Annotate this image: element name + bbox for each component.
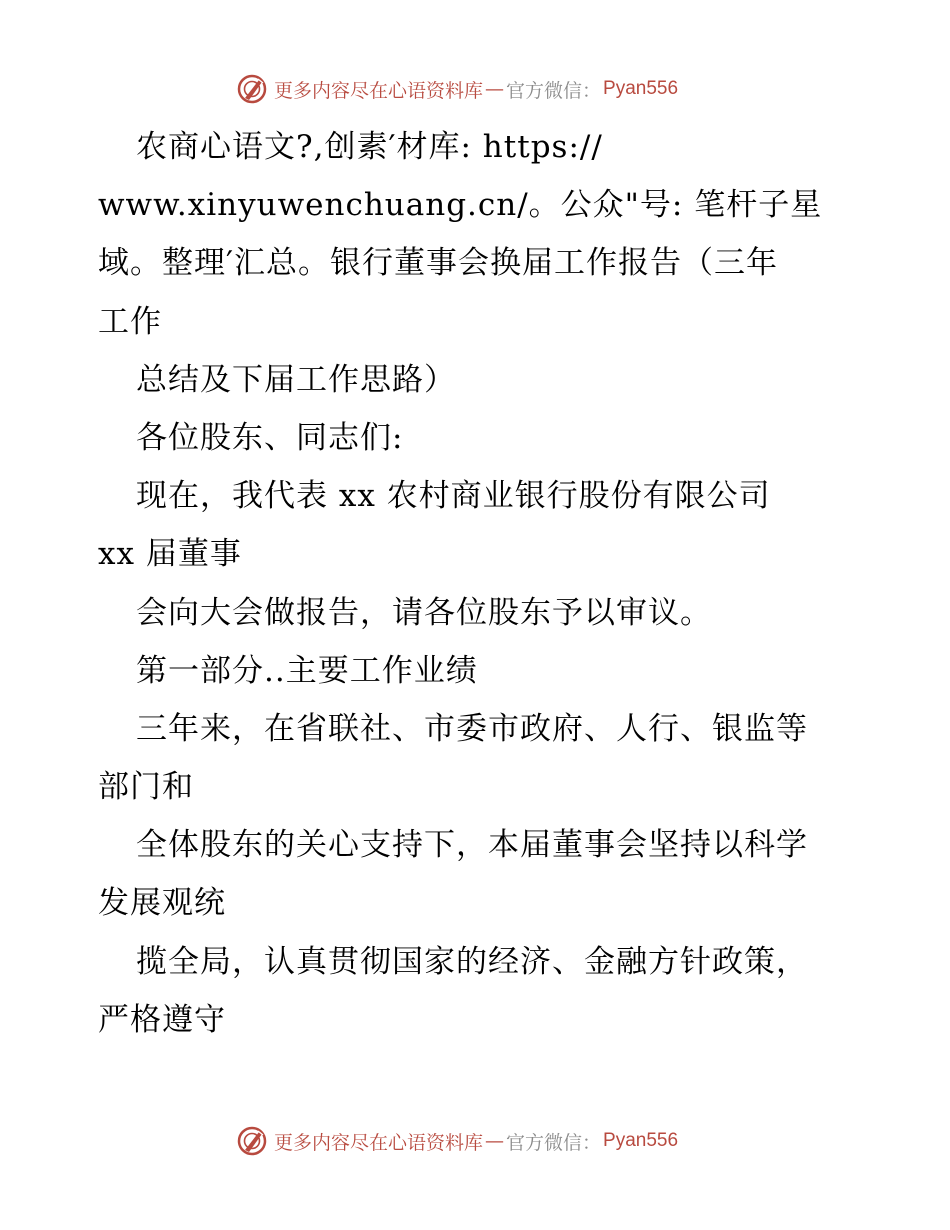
text-line: 农商心语文?,创素′材库: https://	[136, 129, 603, 165]
text-line: 部门和	[98, 769, 194, 806]
watermark-label: 官方微信：	[506, 1131, 602, 1154]
footer-watermark	[236, 1124, 678, 1158]
text-line: 工作	[98, 303, 162, 340]
text-line: 总结及下届工作思路）	[136, 361, 456, 398]
seal-logo-icon	[236, 1125, 268, 1157]
text-line: 现在，我代表 xx 农村商业银行股份有限公司	[136, 478, 771, 515]
text-line: 会向大会做报告，请各位股东予以审议。	[136, 594, 712, 631]
text-line: 揽全局，认真贯彻国家的经济、金融方针政策，	[136, 943, 808, 980]
text-line: xx 届董事	[98, 536, 242, 573]
watermark-handle: Pyan556	[603, 1130, 679, 1151]
watermark-label: 官方微信：	[506, 79, 602, 102]
text-line: 全体股东的关心支持下，本届董事会坚持以科学	[136, 827, 808, 864]
text-line: 域。整理′汇总。银行董事会换届工作报告（三年	[98, 245, 779, 282]
watermark-separator: —	[485, 78, 505, 100]
text-line: www.xinyuwenchuang.cn/。公众"号: 笔杆子星	[98, 187, 823, 224]
header-watermark	[236, 72, 678, 106]
seal-logo-icon	[236, 73, 268, 105]
watermark-handle: Pyan556	[603, 78, 679, 99]
text-line: 第一部分..主要工作业绩	[136, 652, 478, 689]
watermark-main-text: 更多内容尽在心语资料库	[274, 1131, 484, 1154]
text-line: 严格遵守	[98, 1001, 226, 1038]
watermark-main-text: 更多内容尽在心语资料库	[274, 79, 484, 102]
text-line: 发展观统	[98, 885, 226, 922]
text-line: 三年来，在省联社、市委市政府、人行、银监等	[136, 710, 808, 747]
text-line: 各位股东、同志们:	[136, 419, 404, 456]
watermark-separator: —	[485, 1130, 505, 1152]
document-body	[98, 118, 868, 1049]
